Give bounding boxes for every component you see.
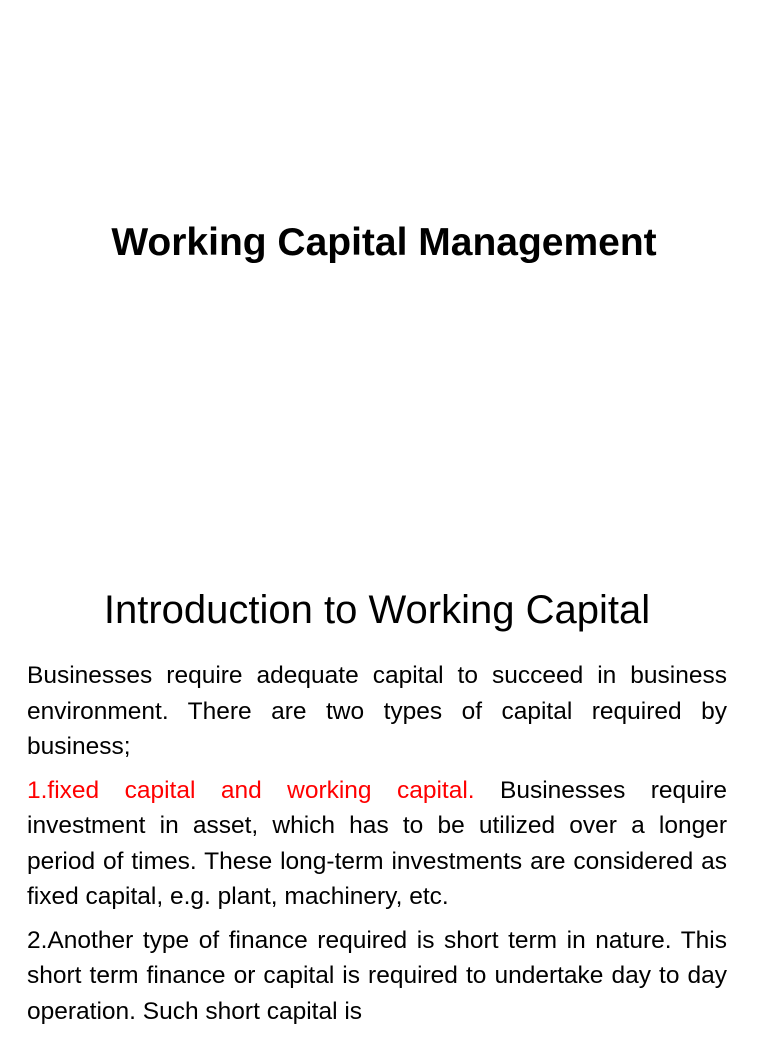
section-title: Introduction to Working Capital bbox=[103, 588, 651, 632]
body-content bbox=[27, 658, 727, 1037]
paragraph-intro bbox=[27, 658, 727, 765]
paragraph-working-capital-text: 2.Another type of finance required is short term in nature. This short term finance or capital is required to undertake day to day operation. Such short capital is bbox=[27, 926, 727, 1025]
paragraph-fixed-capital-text: Businesses require investment in asset, which has to be utilized over a longer period of times. These long-term investments are considered as fixed capital, e.g. plant, machinery, etc. bbox=[27, 776, 727, 910]
paragraph-working-capital bbox=[27, 923, 727, 1030]
slide-title: Working Capital Management bbox=[111, 221, 657, 264]
highlighted-phrase: 1.fixed capital and working capital. bbox=[27, 776, 475, 804]
paragraph-fixed-capital bbox=[27, 773, 727, 915]
paragraph-intro-text: Businesses require adequate capital to succeed in business environment. There are two types of capital required by business; bbox=[27, 662, 727, 760]
